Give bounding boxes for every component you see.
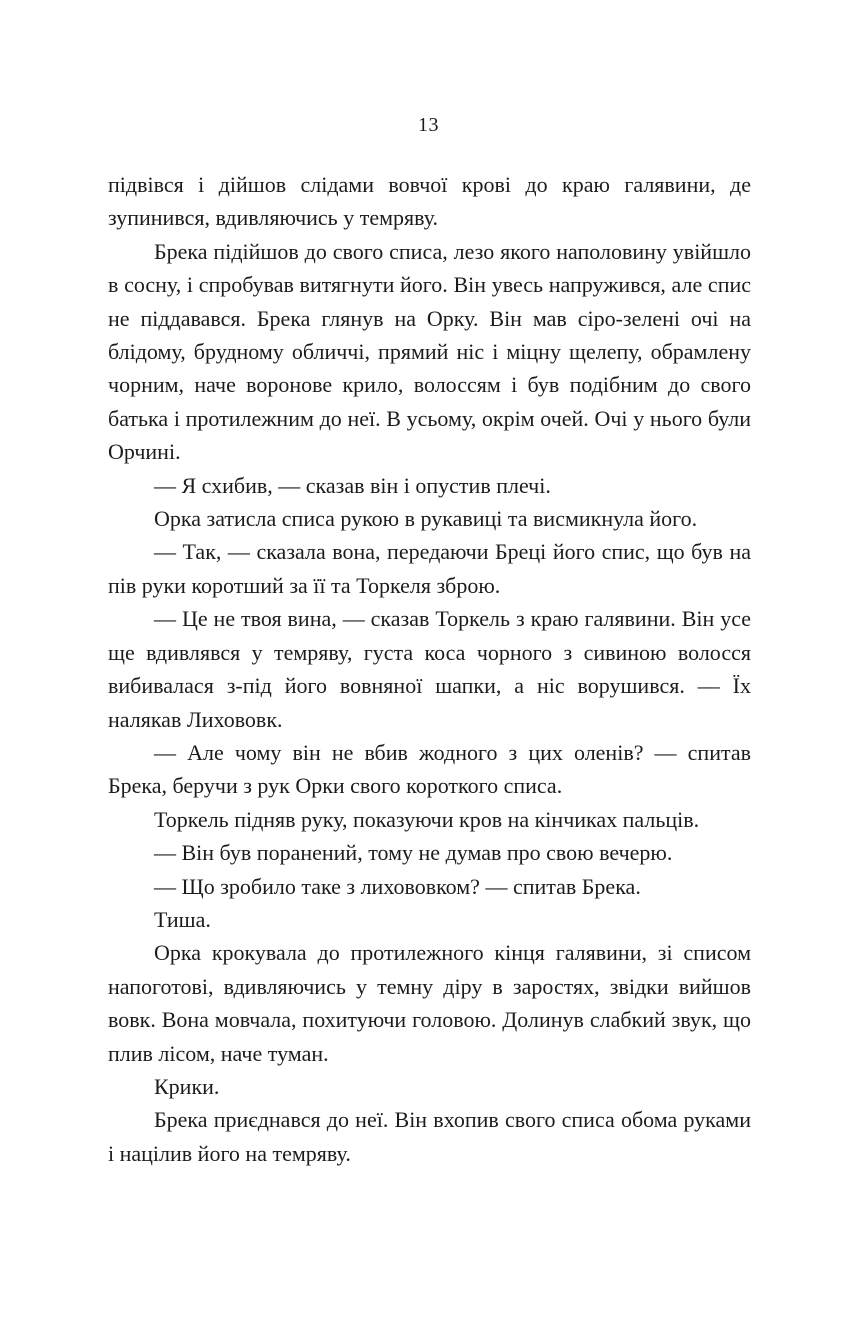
paragraph: підвівся і дійшов слідами вовчої крові до краю галявини, де зупинився, вдивляючись у темряву. [108, 172, 751, 231]
paragraph: Орка крокувала до протилежного кінця галявини, зі списом напоготові, вдивляючись у темну діру в заростях, звідки вийшов вовк. Вона мовчала, похитуючи головою. Долинув слабкий звук, що плив лісом, наче туман. [108, 940, 751, 1066]
paragraph: — Це не твоя вина, — сказав Торкель з краю галявини. Він усе ще вдивлявся у темряву, густа коса чорного з сивиною волосся вибивалася з-під його вовняної шапки, а ніс ворушився. — Їх налякав Лихововк. [108, 606, 751, 732]
paragraph: — Він був поранений, тому не думав про свою вечерю. [154, 840, 673, 866]
paragraph: Брека приєднався до неї. Він вхопив свого списа обома руками і націлив його на темряву. [108, 1107, 751, 1166]
page-number: 13 [418, 114, 439, 136]
paragraph: Орка затисла списа рукою в рукавиці та висмикнула його. [154, 506, 698, 532]
paragraph: Торкель підняв руку, показуючи кров на кінчиках пальців. [154, 806, 700, 832]
paragraph: — Що зробило таке з лихововком? — спитав Брека. [154, 873, 641, 899]
paragraph: — Я схибив, — сказав він і опустив плечі. [154, 472, 551, 498]
paragraph: Брека підійшов до свого списа, лезо якого наполовину увійшло в сосну, і спробував витягнути його. Він увесь напружився, але спис не піддавався. Брека глянув на Орку. Він мав сіро-зелені очі на блідому, брудному обличчі, прямий ніс і міцну щелепу, обрамлену чорним, наче воронове крило, волоссям і був подібним до свого батька і протилежним до неї. В усьому, окрім очей. Очі у нього були Орчині. [108, 238, 751, 465]
page-text [108, 168, 751, 1170]
paragraph: — Але чому він не вбив жодного з цих оленів? — спитав Брека, беручи з рук Орки свого короткого списа. [108, 739, 751, 799]
paragraph: Крики. [154, 1073, 220, 1099]
paragraph: — Так, — сказала вона, передаючи Бреці його спис, що був на пів руки коротший за її та Торкеля зброю. [108, 539, 751, 598]
paragraph: Тиша. [154, 906, 211, 932]
